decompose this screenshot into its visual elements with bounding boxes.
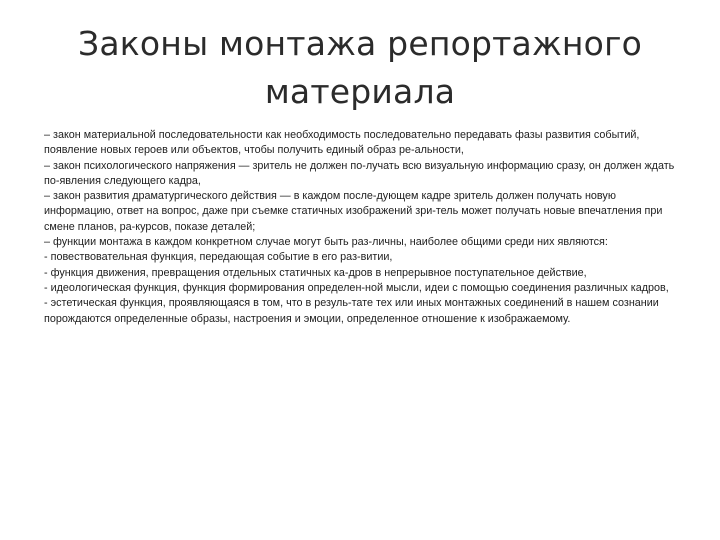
body-line-ideological-function: - идеологическая функция, функция формирования определен-ной мысли, идеи с помощью соединения различных кадров, [44,281,669,294]
body-line-material-sequence: – закон материальной последовательности как необходимость последовательно передавать фазы развития событий, появление новых героев или объектов, чтобы получить единый образ ре-альности, [44,129,640,157]
body-line-narrative-function: - повествовательная функция, передающая событие в его раз-витии, [44,251,393,264]
body-line-aesthetic-function: - эстетическая функция, проявляющаяся в том, что в резуль-тате тех или иных монтажных соединений в нашем сознании порождаются определенные образы, настроения и эмоции, определенное отношение к изображаемому. [44,297,659,325]
body-line-dramaturgic-action: – закон развития драматургического действия — в каждом после-дующем кадре зритель должен получать новую информацию, ответ на вопрос, даже при съемке статичных изображений зри-тель может получать новые впечатления при смене планов, ра-курсов, показе деталей; [44,190,663,233]
body-line-montage-functions: – функции монтажа в каждом конкретном случае могут быть раз-личны, наиболее общими среди них являются: [44,236,608,249]
slide-body [44,128,680,327]
body-line-motion-function: - функция движения, превращения отдельных статичных ка-дров в непрерывное поступательное действие, [44,266,587,279]
slide-title: Законы монтажа репортажного материала [78,24,642,111]
body-line-psychological-tension: – закон психологического напряжения — зритель не должен по-лучать всю визуальную информацию сразу, он должен ждать по-явления следующего кадра, [44,159,675,187]
